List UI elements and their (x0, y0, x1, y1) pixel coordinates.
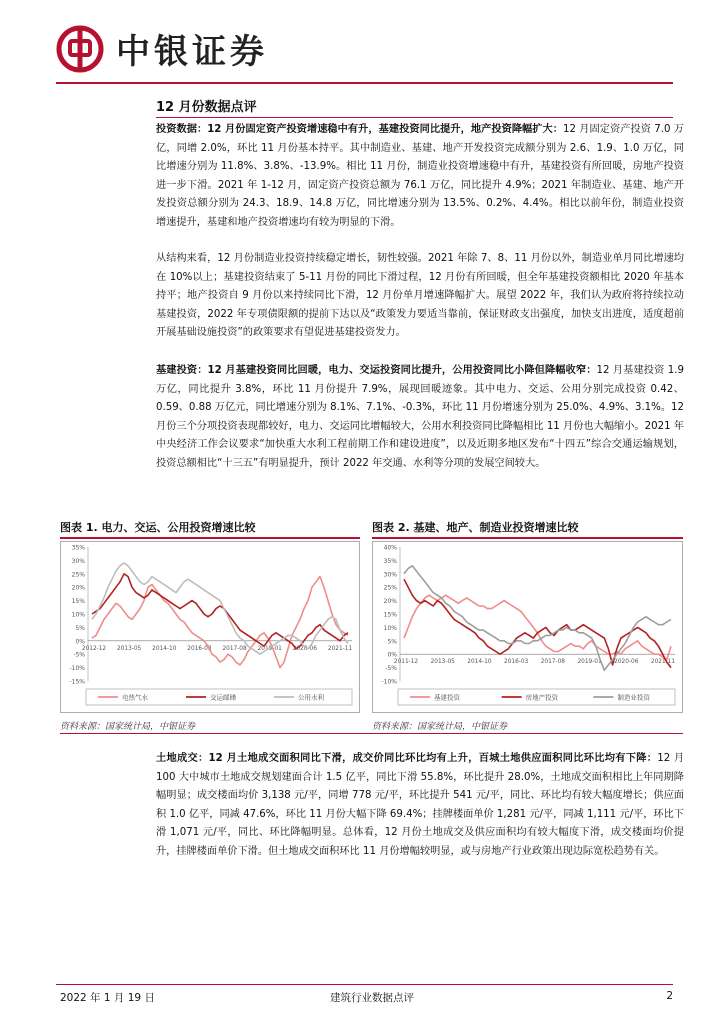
source-divider (60, 733, 683, 734)
x-tick-label: 2013-05 (430, 659, 455, 666)
y-tick-label: 25% (71, 571, 85, 579)
y-tick-label: 35% (71, 544, 85, 552)
x-tick-label: 2014-10 (152, 645, 177, 652)
paragraph-land (156, 750, 684, 861)
y-tick-label: 5% (75, 624, 85, 632)
figure-1-divider (60, 537, 360, 539)
y-tick-label: -5% (385, 665, 397, 673)
figure-2-divider (372, 537, 683, 539)
y-tick-label: 30% (71, 557, 85, 565)
y-tick-label: -15% (69, 678, 85, 686)
chart-frame (373, 542, 683, 713)
paragraph-structure (156, 250, 684, 343)
legend-label: 交运邮储 (210, 693, 236, 702)
x-tick-label: 2016-03 (504, 659, 529, 666)
series-line (92, 577, 348, 668)
brand-header (56, 24, 268, 73)
series-line (404, 595, 671, 659)
brand-name: 中银证券 (116, 32, 268, 72)
figure-2-chart (372, 541, 683, 713)
section-title: 12 月份数据点评 (156, 100, 257, 115)
y-tick-label: -10% (381, 678, 397, 686)
y-tick-label: 15% (71, 598, 85, 606)
x-tick-label: 2020-06 (292, 645, 317, 652)
y-tick-label: 20% (383, 598, 397, 606)
y-tick-label: 30% (383, 571, 397, 579)
legend-label: 电热气水 (122, 693, 148, 702)
section-divider (156, 117, 673, 118)
x-tick-label: 2019-01 (577, 659, 602, 666)
y-tick-label: -5% (73, 651, 85, 659)
paragraph-lead: 投资数据：12 月份固定资产投资增速稳中有升，基建投资同比提升，地产投资降幅扩大： (156, 124, 564, 135)
y-tick-label: 40% (383, 544, 397, 552)
legend-label: 公用水利 (298, 693, 324, 702)
bank-of-china-logo-icon (56, 25, 104, 73)
paragraph-lead: 基建投资：12 月基建投资同比回暖，电力、交运投资同比提升，公用投资同比小降但降幅收窄： (156, 365, 597, 376)
chart-frame (61, 542, 360, 713)
paragraph-body: 12 月 100 大中城市土地成交规划建面合计 1.5 亿平，同比下滑 55.8%，环比提升 28.0%，土地成交面积相比上年同期降幅明显；成交楼面均价 3,138 元/平，同增 778 元/平，环比提升 541 元/平，同比、环比均有较大幅度增长；供应面积 1.0 亿平，同减 47.6%，环比 11 月份大幅下降 69.4%；挂牌楼面单价 1,281 元/平，同减 1,111 元/平，环比下滑 1,071 元/平，同比、环比降幅明显。总体看，12 月份土地成交及供应面积均有较大幅度下滑，成交楼面均价提升，挂牌楼面单价下滑。但土地成交面积环比 11 月份增幅较明显，或与房地产行业政策出现边际宽松趋势有关。 (156, 753, 685, 857)
paragraph-investment (156, 121, 684, 232)
y-tick-label: 25% (383, 584, 397, 592)
x-tick-label: 2017-08 (540, 659, 565, 666)
footer-date: 2022 年 1 月 19 日 (60, 992, 155, 1004)
x-tick-label: 2014-10 (467, 659, 492, 666)
x-tick-label: 2019-01 (257, 645, 282, 652)
footer-divider (56, 984, 673, 985)
y-tick-label: 20% (71, 584, 85, 592)
y-tick-label: 15% (383, 611, 397, 619)
paragraph-infrastructure (156, 362, 684, 473)
paragraph-body: 12 月基建投资 1.9 万亿，同比提升 3.8%，环比 11 月份提升 7.9%，展现回暖迹象。其中电力、交运、公用分别完成投资 0.42、0.59、0.88 万亿元，同比增速分别为 8.1%、7.1%、-0.3%，环比 11 月份增速分别为 25.0%、4.9%、3.1%。12 月份三个分项投资表现都较好，电力、交运同比增幅较大，公用水利投资同比降幅相比 11 月份也大幅缩小。2021 年中央经济工作会议要求“加快重大水利工程前期工作和建设进度”，以及近期多地区发布“十四五”综合交通运输规划，投资总额相比“十三五”有明显提升，预计 2022 年交通、水利等分项的发展空间较大。 (156, 365, 684, 469)
figure-2-source: 资料来源：国家统计局，中银证券 (372, 722, 508, 732)
legend-label: 制造业投资 (617, 693, 650, 702)
y-tick-label: 10% (71, 611, 85, 619)
y-tick-label: 0% (75, 638, 85, 646)
legend-label: 基建投资 (434, 693, 460, 702)
y-tick-label: 10% (383, 624, 397, 632)
paragraph-body: 从结构来看，12 月份制造业投资持续稳定增长，韧性较强。2021 年除 7、8、11 月份以外，制造业单月同比增速均在 10%以上；基建投资结束了 5-11 月份的同比下滑过程，12 月份有所回暖，但全年基建投资额相比 2020 年基本持平；地产投资自 9 月份以来持续同比下滑，12 月份单月增速降幅扩大。展望 2022 年，我们认为政府将持续拉动基建投资，2022 年专项债限额的提前下达以及“政策发力要适当靠前，保证财政支出强度，加快支出进度，适度超前开展基础设施投资”的政策要求有望促进基建投资发力。 (156, 253, 684, 338)
paragraph-lead: 土地成交：12 月土地成交面积同比下滑，成交价同比环比均有上升，百城土地供应面积同比环比均有下降： (156, 753, 658, 764)
x-tick-label: 2021-11 (327, 645, 353, 652)
y-tick-label: -10% (69, 665, 85, 673)
x-tick-label: 2021-11 (650, 659, 676, 666)
legend-label: 房地产投资 (525, 693, 559, 702)
x-tick-label: 2016-03 (187, 645, 212, 652)
footer-page-number: 2 (666, 990, 673, 1002)
y-tick-label: 5% (387, 638, 397, 646)
x-tick-label: 2020-06 (614, 659, 639, 666)
header-divider (56, 82, 673, 84)
series-line (92, 574, 348, 649)
x-tick-label: 2011-12 (393, 659, 419, 666)
series-line (404, 566, 671, 671)
y-tick-label: 0% (387, 651, 397, 659)
figure-2-title: 图表 2. 基建、地产、制造业投资增速比较 (372, 521, 579, 534)
x-tick-label: 2012-12 (81, 645, 107, 652)
paragraph-body: 12 月固定资产投资 7.0 万亿，同增 2.0%，环比 11 月份基本持平。其中制造业、基建、地产开发投资完成额分别为 2.6、1.9、1.0 万亿，同比增速分别为 11.8%、3.8%、-13.9%。相比 11 月份，制造业投资增速稳中有升，基建投资有所回暖，房地产投资进一步下滑。2021 年 1-12 月，固定资产投资总额为 76.1 万亿，同比提升 4.9%；2021 年制造业、基建、地产开发投资总额分别为 24.3、18.9、14.8 万亿，同比增速分别为 13.5%、0.2%、4.4%。相比以前年份，制造业投资增速提升，基建和地产投资增速均有较为明显的下滑。 (156, 124, 684, 228)
figure-1-source: 资料来源：国家统计局，中银证券 (60, 722, 196, 732)
figure-1-title: 图表 1. 电力、交运、公用投资增速比较 (60, 521, 256, 534)
y-tick-label: 35% (383, 557, 397, 565)
footer-report-name: 建筑行业数据点评 (330, 992, 414, 1004)
x-tick-label: 2013-05 (117, 645, 142, 652)
figure-1-chart (60, 541, 360, 713)
x-tick-label: 2017-08 (222, 645, 247, 652)
